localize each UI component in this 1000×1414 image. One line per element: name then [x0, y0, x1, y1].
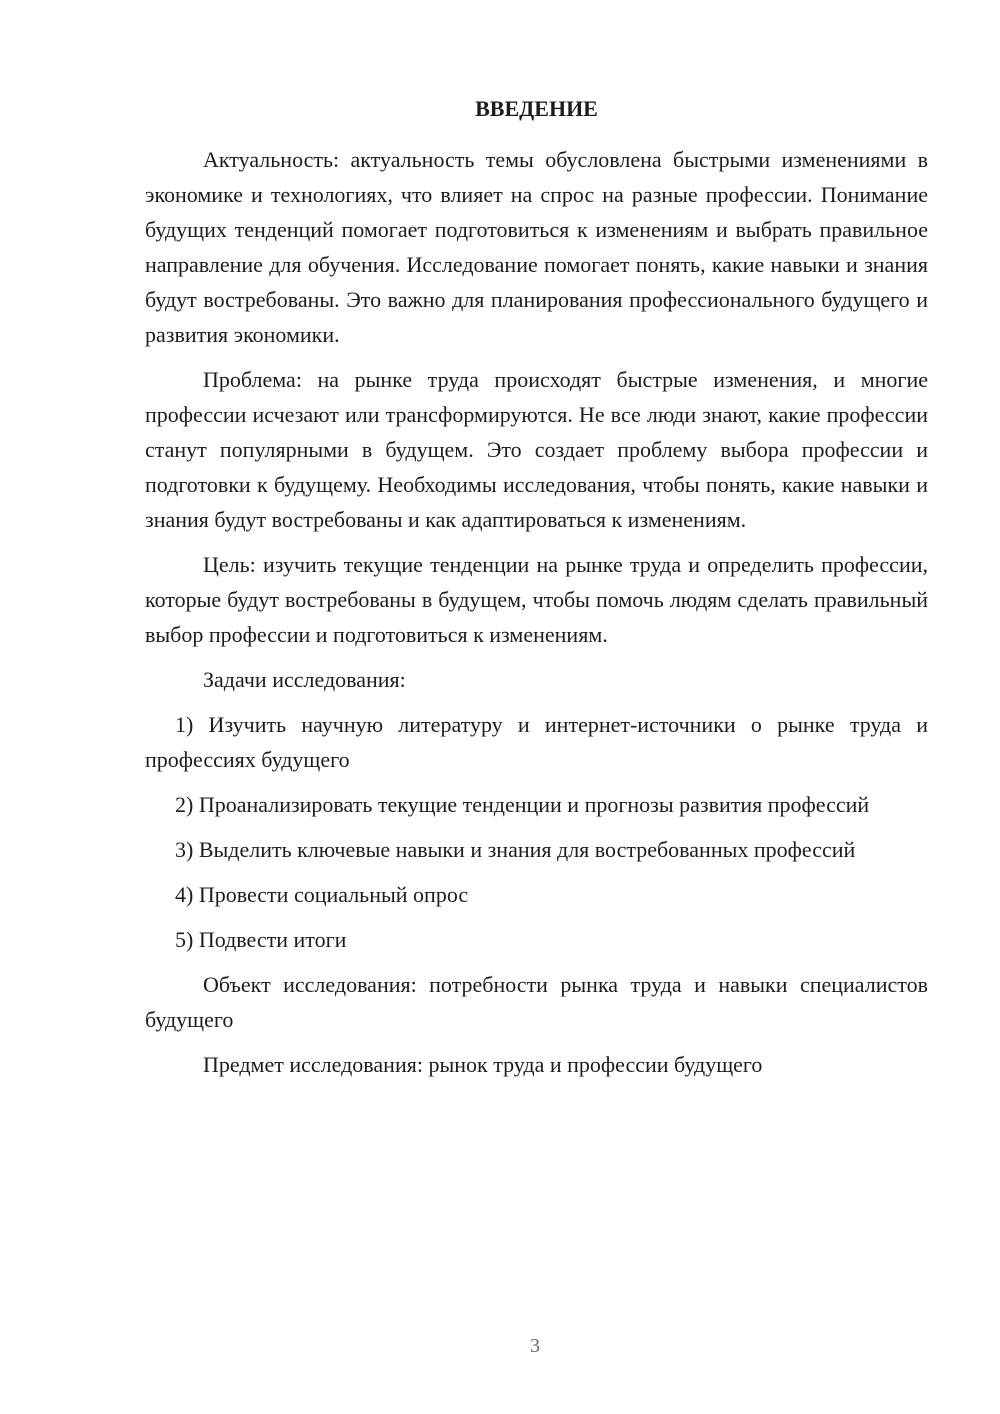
section-heading: ВВЕДЕНИЕ — [475, 96, 598, 121]
problem-paragraph: Проблема: на рынке труда происходят быстрые изменения, и многие профессии исчезают или трансформируются. Не все люди знают, какие профессии станут популярными в будущем. Это создает проблему выбора профессии и подготовки к будущему. Необходимы исследования, чтобы понять, какие навыки и знания будут востребованы и как адаптироваться к изменениям. — [145, 367, 928, 532]
tasks-title: Задачи исследования: — [203, 667, 406, 692]
object-paragraph: Объект исследования: потребности рынка труда и навыки специалистов будущего — [145, 972, 928, 1032]
page-content — [145, 92, 928, 1092]
task-item-4: 4) Провести социальный опрос — [175, 882, 469, 907]
relevance-paragraph: Актуальность: актуальность темы обусловлена быстрыми изменениями в экономике и технологиях, что влияет на спрос на разные профессии. Понимание будущих тенденций помогает подготовиться к изменениям и выбрать правильное направление для обучения. Исследование помогает понять, какие навыки и знания будут востребованы. Это важно для планирования профессионального будущего и развития экономики. — [145, 147, 928, 347]
task-item-1: 1) Изучить научную литературу и интернет-источники о рынке труда и профессиях будущего — [145, 712, 928, 772]
goal-paragraph: Цель: изучить текущие тенденции на рынке труда и определить профессии, которые будут востребованы в будущем, чтобы помочь людям сделать правильный выбор профессии и подготовиться к изменениям. — [145, 552, 928, 647]
subject-paragraph: Предмет исследования: рынок труда и профессии будущего — [203, 1052, 763, 1077]
task-item-5: 5) Подвести итоги — [175, 927, 347, 952]
task-item-2: 2) Проанализировать текущие тенденции и прогнозы развития профессий — [175, 792, 870, 817]
page-number: 3 — [530, 1335, 540, 1357]
task-item-3: 3) Выделить ключевые навыки и знания для востребованных профессий — [175, 837, 856, 862]
